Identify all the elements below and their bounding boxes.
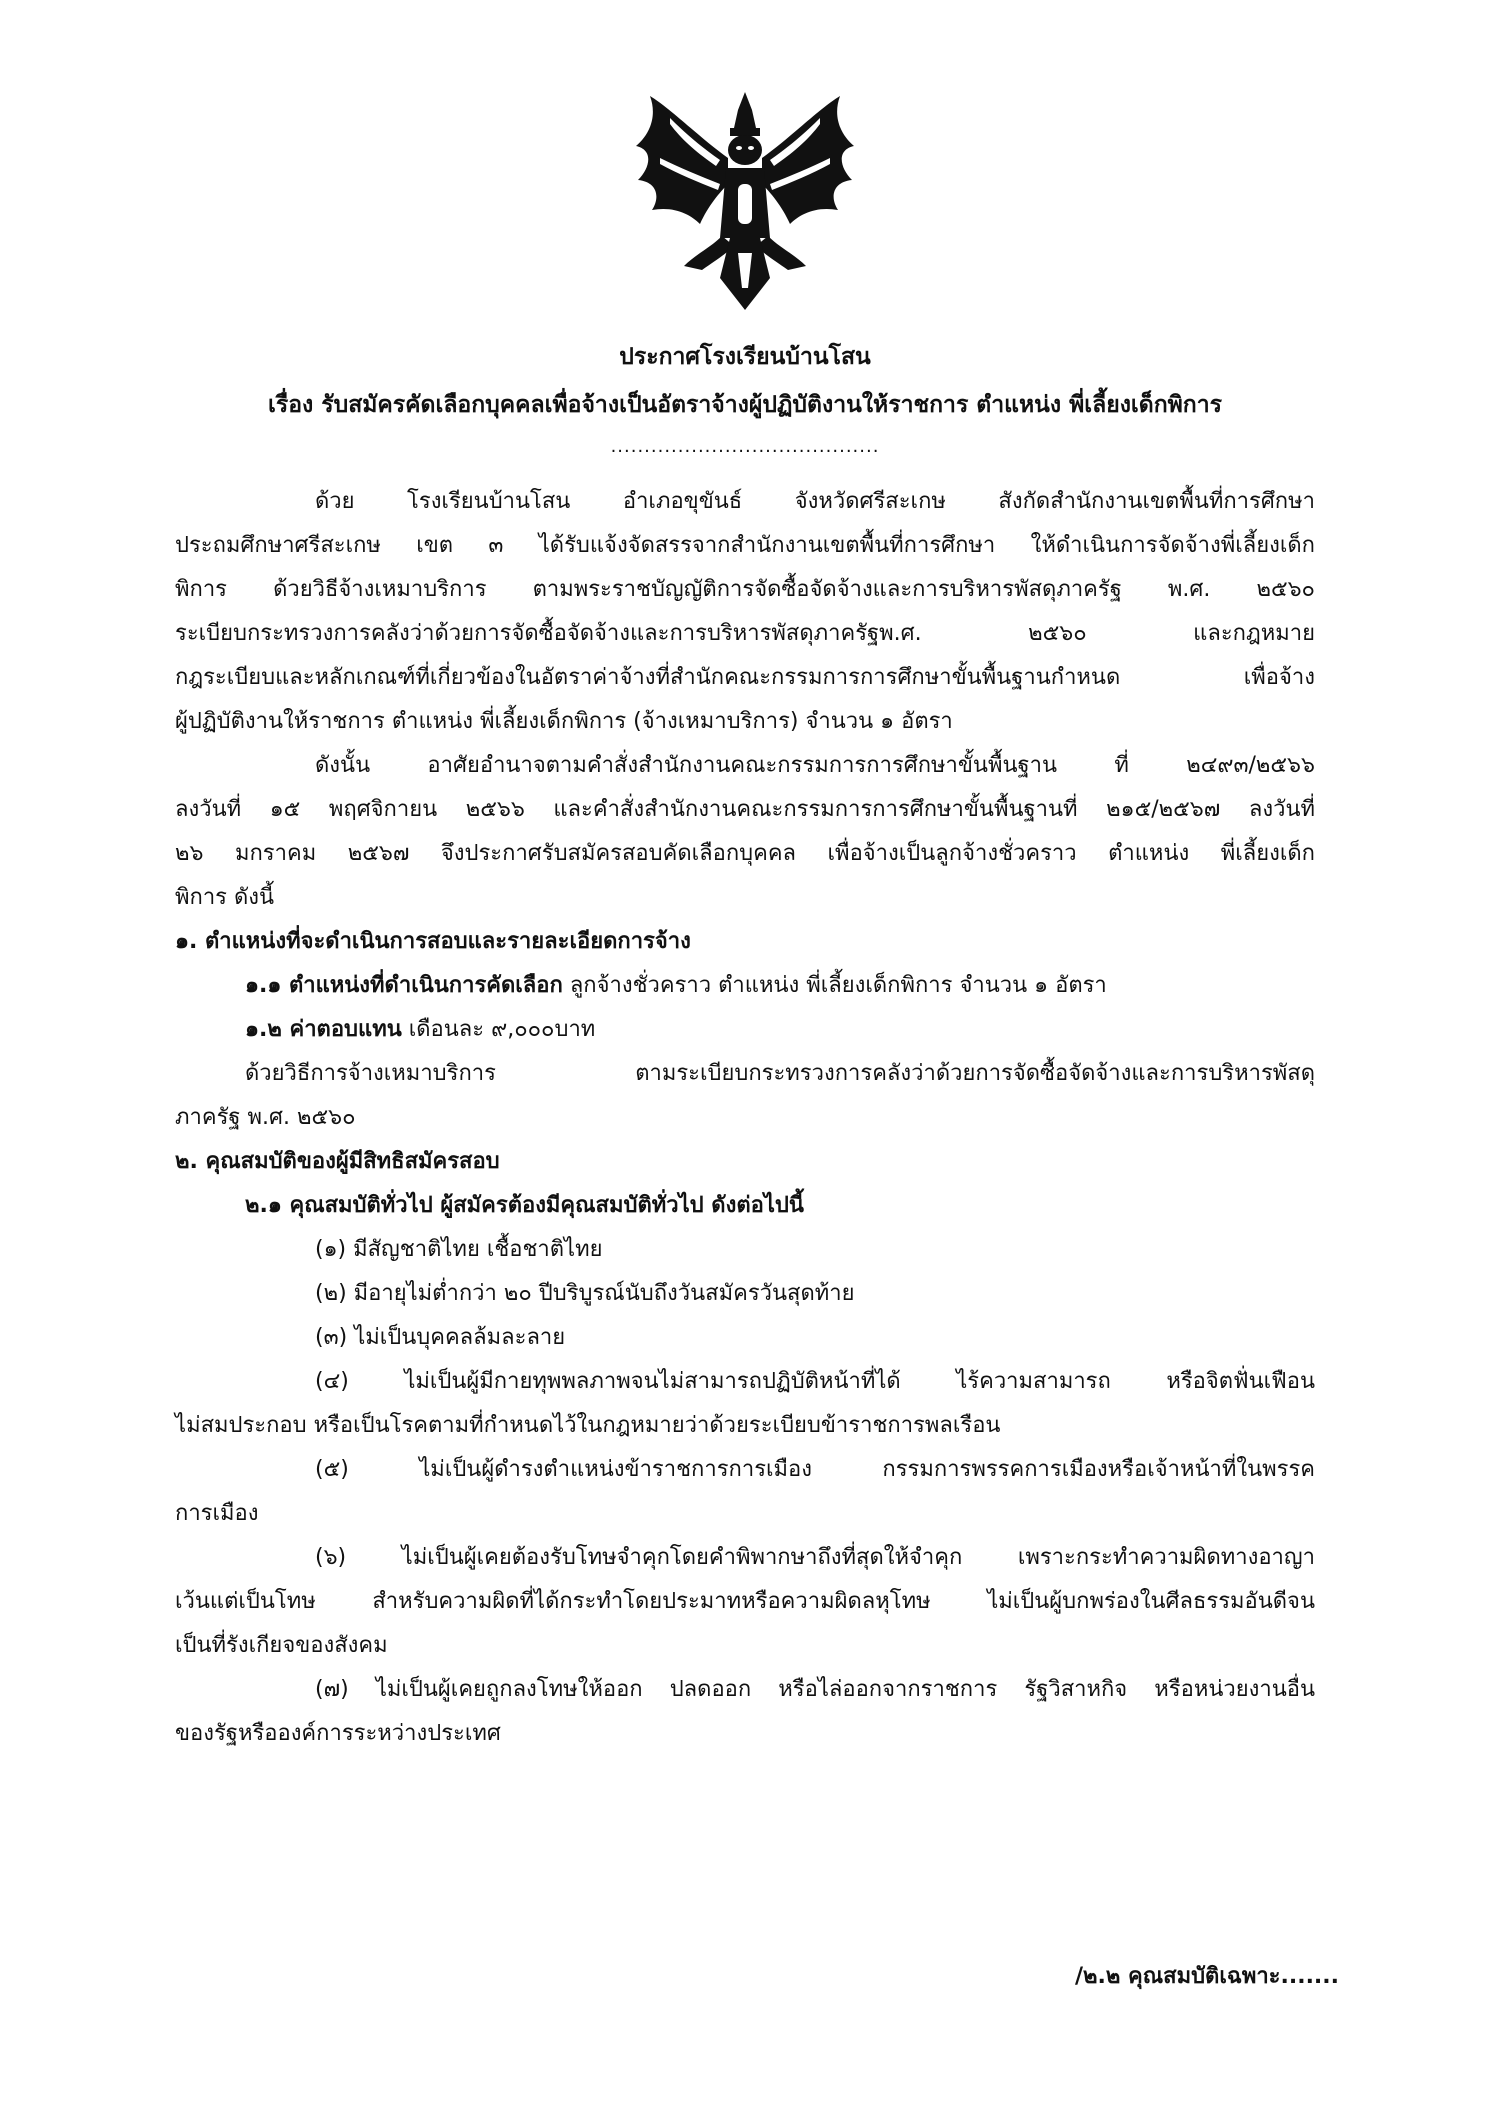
section-1-heading: ๑. ตำแหน่งที่จะดำเนินการสอบและรายละเอียดการจ้าง bbox=[175, 929, 691, 954]
section-1-2-label: ๑.๒ ค่าตอบแทน bbox=[245, 1017, 402, 1042]
paragraph-1-line: ด้วย โรงเรียนบ้านโสน อำเภอขุขันธ์ จังหวัดศรีสะเกษ สังกัดสำนักงานเขตพื้นที่การศึกษา bbox=[315, 489, 1315, 514]
qualification-6-line: เป็นที่รังเกียจของสังคม bbox=[175, 1633, 388, 1658]
paragraph-1-line: ระเบียบกระทรวงการคลังว่าด้วยการจัดซื้อจัดจ้างและการบริหารพัสดุภาครัฐพ.ศ. ๒๕๖๐ และกฎหมาย bbox=[175, 621, 1315, 646]
paragraph-1-line: พิการ ด้วยวิธีจ้างเหมาบริการ ตามพระราชบัญญัติการจัดซื้อจัดจ้างและการบริหารพัสดุภาครัฐ พ.ศ. ๒๕๖๐ bbox=[175, 577, 1315, 602]
qualification-2: (๒) มีอายุไม่ต่ำกว่า ๒๐ ปีบริบูรณ์นับถึงวันสมัครวันสุดท้าย bbox=[315, 1281, 855, 1306]
section-1-3-line: ภาครัฐ พ.ศ. ๒๕๖๐ bbox=[175, 1105, 356, 1130]
section-1-2-text: เดือนละ ๙,๐๐๐บาท bbox=[401, 1017, 596, 1042]
qualification-1: (๑) มีสัญชาติไทย เชื้อชาติไทย bbox=[315, 1237, 603, 1262]
qualification-5-line: (๕) ไม่เป็นผู้ดำรงตำแหน่งข้าราชการการเมือง กรรมการพรรคการเมืองหรือเจ้าหน้าที่ในพรรค bbox=[315, 1457, 1315, 1482]
section-1-1-label: ๑.๑ ตำแหน่งที่ดำเนินการคัดเลือก bbox=[245, 973, 563, 998]
qualification-5-line: การเมือง bbox=[175, 1501, 259, 1526]
title-separator: ........................................ bbox=[610, 436, 880, 457]
qualification-6-line: เว้นแต่เป็นโทษ สำหรับความผิดที่ได้กระทำโดยประมาทหรือความผิดลหุโทษ ไม่เป็นผู้บกพร่องในศีลธรรมอันดีจน bbox=[175, 1589, 1315, 1614]
paragraph-1-line: ผู้ปฏิบัติงานให้ราชการ ตำแหน่ง พี่เลี้ยงเด็กพิการ (จ้างเหมาบริการ) จำนวน ๑ อัตรา bbox=[175, 709, 953, 734]
garuda-emblem-icon bbox=[630, 88, 860, 313]
section-2-1-heading: ๒.๑ คุณสมบัติทั่วไป ผู้สมัครต้องมีคุณสมบัติทั่วไป ดังต่อไปนี้ bbox=[245, 1193, 804, 1218]
qualification-3: (๓) ไม่เป็นบุคคลล้มละลาย bbox=[315, 1325, 566, 1350]
announcement-subject: เรื่อง รับสมัครคัดเลือกบุคคลเพื่อจ้างเป็นอัตราจ้างผู้ปฏิบัติงานให้ราชการ ตำแหน่ง พี่เลี้ยงเด็กพิการ bbox=[267, 392, 1223, 418]
section-1-2 bbox=[245, 1008, 1315, 1052]
paragraph-2-line: ๒๖ มกราคม ๒๕๖๗ จึงประกาศรับสมัครสอบคัดเลือกบุคคล เพื่อจ้างเป็นลูกจ้างชั่วคราว ตำแหน่ง พี่เลี้ยงเด็ก bbox=[175, 841, 1315, 866]
qualification-4-line: (๔) ไม่เป็นผู้มีกายทุพพลภาพจนไม่สามารถปฏิบัติหน้าที่ได้ ไร้ความสามารถ หรือจิตฟั่นเฟือน bbox=[315, 1369, 1315, 1394]
qualification-7-line: ของรัฐหรือองค์การระหว่างประเทศ bbox=[175, 1721, 501, 1746]
announcement-title: ประกาศโรงเรียนบ้านโสน bbox=[619, 344, 871, 370]
paragraph-2-line: ลงวันที่ ๑๕ พฤศจิกายน ๒๕๖๖ และคำสั่งสำนักงานคณะกรรมการการศึกษาขั้นพื้นฐานที่ ๒๑๕/๒๕๖๗ ลงวันที่ bbox=[175, 797, 1315, 822]
qualification-7-line: (๗) ไม่เป็นผู้เคยถูกลงโทษให้ออก ปลดออก หรือไล่ออกจากราชการ รัฐวิสาหกิจ หรือหน่วยงานอื่น bbox=[315, 1677, 1315, 1702]
section-1-3-line: ด้วยวิธีการจ้างเหมาบริการ ตามระเบียบกระทรวงการคลังว่าด้วยการจัดซื้อจัดจ้างและการบริหารพัสดุ bbox=[245, 1061, 1315, 1086]
paragraph-2-line: ดังนั้น อาศัยอำนาจตามคำสั่งสำนักงานคณะกรรมการการศึกษาขั้นพื้นฐาน ที่ ๒๔๙๓/๒๕๖๖ bbox=[315, 753, 1315, 778]
paragraph-2-line: พิการ ดังนี้ bbox=[175, 885, 275, 910]
section-1-1 bbox=[245, 964, 1315, 1008]
qualification-4-line: ไม่สมประกอบ หรือเป็นโรคตามที่กำหนดไว้ในกฎหมายว่าด้วยระเบียบข้าราชการพลเรือน bbox=[175, 1413, 1001, 1438]
paragraph-1-line: ประถมศึกษาศรีสะเกษ เขต ๓ ได้รับแจ้งจัดสรรจากสำนักงานเขตพื้นที่การศึกษา ให้ดำเนินการจัดจ้างพี่เลี้ยงเด็ก bbox=[175, 533, 1315, 558]
qualification-6-line: (๖) ไม่เป็นผู้เคยต้องรับโทษจำคุกโดยคำพิพากษาถึงที่สุดให้จำคุก เพราะกระทำความผิดทางอาญา bbox=[315, 1545, 1315, 1570]
continuation-note: /๒.๒ คุณสมบัติเฉพาะ....... bbox=[1074, 1964, 1339, 1989]
section-1-1-text: ลูกจ้างชั่วคราว ตำแหน่ง พี่เลี้ยงเด็กพิการ จำนวน ๑ อัตรา bbox=[562, 973, 1107, 998]
section-2-heading: ๒. คุณสมบัติของผู้มีสิทธิสมัครสอบ bbox=[175, 1149, 500, 1174]
paragraph-1-line: กฎระเบียบและหลักเกณฑ์ที่เกี่ยวข้องในอัตราค่าจ้างที่สำนักคณะกรรมการการศึกษาขั้นพื้นฐานกำหนด เพื่อจ้าง bbox=[175, 665, 1315, 690]
